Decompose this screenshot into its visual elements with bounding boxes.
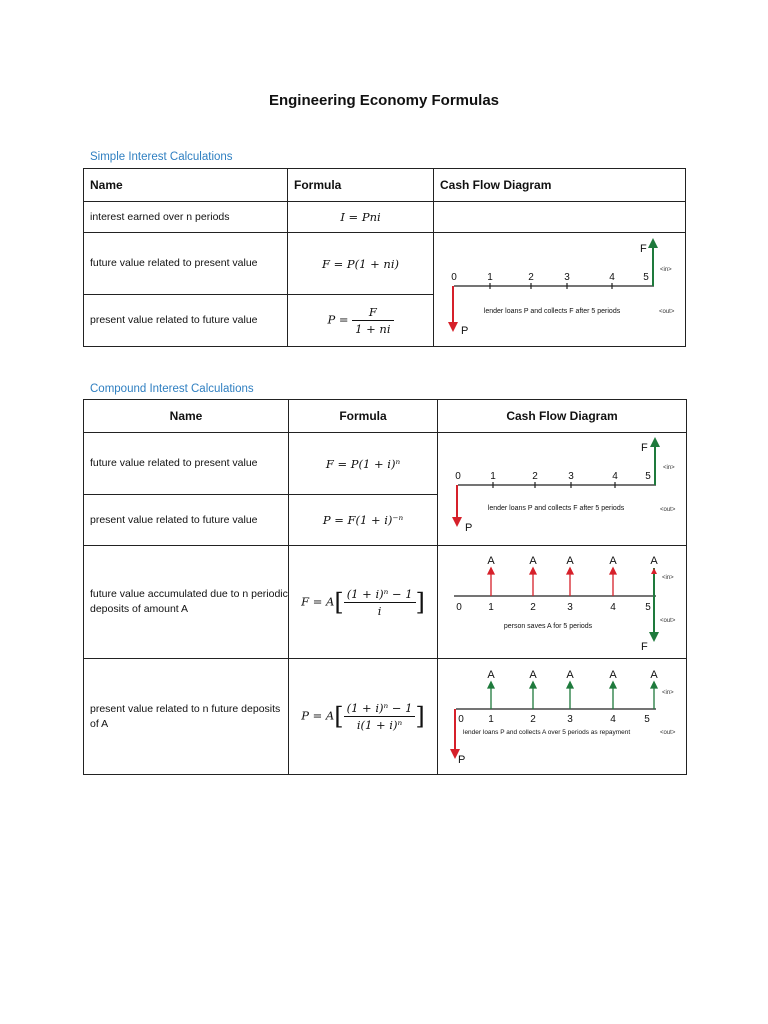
bracket-left: [ bbox=[334, 588, 344, 616]
tick-label: 2 bbox=[530, 714, 536, 725]
tick-label: 4 bbox=[612, 471, 618, 482]
header-name: Name bbox=[84, 400, 289, 433]
fraction bbox=[352, 305, 393, 336]
tick-label: 1 bbox=[490, 471, 496, 482]
fraction-denominator: i(1 + i)ⁿ bbox=[356, 718, 403, 732]
empty-cell bbox=[434, 202, 686, 233]
row-name: present value related to n future deposits of A bbox=[84, 659, 289, 775]
fraction-numerator: (1 + i)ⁿ − 1 bbox=[344, 587, 416, 603]
fraction-numerator: F bbox=[352, 305, 393, 321]
cash-flow-diagram-cell bbox=[438, 433, 687, 546]
page-title: Engineering Economy Formulas bbox=[268, 92, 500, 109]
tick-label: 5 bbox=[645, 602, 651, 613]
out-label: <out> bbox=[660, 507, 676, 513]
arrow-label: A bbox=[487, 669, 495, 681]
out-label: <out> bbox=[660, 730, 676, 736]
tick-label: 3 bbox=[567, 714, 573, 725]
table-row bbox=[84, 546, 687, 659]
header-formula: Formula bbox=[289, 400, 438, 433]
repayment-arrows bbox=[488, 682, 657, 709]
tick-label: 0 bbox=[451, 271, 457, 283]
cash-flow-diagram-cell bbox=[438, 659, 687, 775]
in-label: <in> bbox=[663, 465, 675, 471]
header-cash-flow: Cash Flow Diagram bbox=[434, 169, 686, 202]
arrow-label: A bbox=[566, 669, 574, 681]
tick-label: 4 bbox=[610, 714, 616, 725]
arrow-label: F bbox=[640, 242, 647, 255]
tick-label: 5 bbox=[645, 471, 651, 482]
bracket-right: ] bbox=[415, 588, 425, 616]
table-row bbox=[84, 659, 687, 775]
header-name: Name bbox=[84, 169, 288, 202]
tick-label: 0 bbox=[456, 602, 462, 613]
row-formula bbox=[288, 295, 434, 347]
bracket-right: ] bbox=[415, 702, 425, 731]
arrow-label: A bbox=[609, 555, 617, 567]
formula-lhs: P = A bbox=[301, 708, 335, 723]
tick-label: 3 bbox=[568, 471, 574, 482]
formula-lhs: F = A bbox=[301, 594, 335, 608]
compound-interest-heading: Compound Interest Calculations bbox=[90, 383, 254, 395]
cash-flow-diagram bbox=[438, 546, 685, 658]
simple-interest-table bbox=[83, 168, 686, 347]
fraction-denominator: 1 + ni bbox=[355, 322, 391, 336]
tick-label: 1 bbox=[488, 714, 494, 725]
diagram-caption: lender loans P and collects F after 5 periods bbox=[487, 505, 625, 512]
row-formula: F = P(1 + ni) bbox=[288, 233, 434, 295]
tick-label: 0 bbox=[458, 714, 464, 725]
table-row bbox=[84, 433, 687, 495]
fraction-denominator: i bbox=[377, 603, 382, 618]
tick-label: 5 bbox=[643, 271, 649, 283]
tick-label: 2 bbox=[530, 602, 536, 613]
out-label: <out> bbox=[660, 618, 676, 624]
diagram-caption: lender loans P and collects F after 5 periods bbox=[483, 307, 621, 315]
row-name: future value related to present value bbox=[84, 433, 289, 495]
in-label: <in> bbox=[660, 266, 672, 273]
arrow-label: A bbox=[650, 555, 658, 567]
row-formula bbox=[289, 546, 438, 659]
bracket-left: [ bbox=[334, 702, 344, 731]
cash-flow-diagram bbox=[438, 433, 685, 545]
row-name: present value related to future value bbox=[84, 495, 289, 546]
in-label: <in> bbox=[662, 575, 674, 581]
row-formula: P = F(1 + i)⁻ⁿ bbox=[289, 495, 438, 546]
tick-label: 0 bbox=[455, 471, 461, 482]
cash-flow-diagram bbox=[438, 659, 685, 774]
tick-label: 2 bbox=[528, 271, 534, 283]
row-formula: F = P(1 + i)ⁿ bbox=[289, 433, 438, 495]
tick-label: 1 bbox=[488, 602, 494, 613]
arrow-label: F bbox=[641, 641, 648, 653]
arrow-label: A bbox=[609, 669, 617, 681]
arrow-label: A bbox=[529, 555, 537, 567]
header-formula: Formula bbox=[288, 169, 434, 202]
cash-flow-diagram-cell bbox=[438, 546, 687, 659]
tick-label: 4 bbox=[609, 271, 615, 283]
row-name: interest earned over n periods bbox=[84, 202, 288, 233]
row-name: present value related to future value bbox=[84, 295, 288, 347]
arrow-label: P bbox=[461, 324, 469, 337]
row-name: future value accumulated due to n periodic deposits of amount A bbox=[84, 546, 289, 659]
out-label: <out> bbox=[659, 308, 675, 315]
formula-lhs: P = bbox=[327, 312, 349, 327]
fraction bbox=[344, 701, 416, 732]
simple-interest-heading: Simple Interest Calculations bbox=[90, 151, 233, 163]
in-label: <in> bbox=[662, 690, 674, 696]
arrow-label: A bbox=[566, 555, 574, 567]
tick-label: 3 bbox=[567, 602, 573, 613]
table-row bbox=[84, 202, 686, 233]
fraction bbox=[344, 587, 416, 618]
deposit-arrows bbox=[488, 568, 616, 596]
header-cash-flow: Cash Flow Diagram bbox=[438, 400, 687, 433]
table-row bbox=[84, 233, 686, 295]
compound-interest-table bbox=[83, 399, 687, 775]
arrow-label: P bbox=[458, 754, 466, 766]
arrow-label: P bbox=[465, 522, 473, 534]
arrow-label: F bbox=[641, 442, 648, 454]
fraction-numerator: (1 + i)ⁿ − 1 bbox=[344, 701, 416, 717]
diagram-caption: lender loans P and collects A over 5 periods as repayment bbox=[463, 729, 631, 736]
table-header-row bbox=[84, 169, 686, 202]
tick-label: 2 bbox=[532, 471, 538, 482]
row-name: future value related to present value bbox=[84, 233, 288, 295]
arrow-label: A bbox=[650, 669, 658, 681]
row-formula: I = Pni bbox=[288, 202, 434, 233]
diagram-caption: person saves A for 5 periods bbox=[503, 623, 593, 630]
tick-label: 5 bbox=[644, 714, 650, 725]
tick-label: 3 bbox=[564, 271, 570, 283]
table-header-row bbox=[84, 400, 687, 433]
arrow-label: A bbox=[487, 555, 495, 567]
arrow-label: A bbox=[529, 669, 537, 681]
tick-label: 4 bbox=[610, 602, 616, 613]
cash-flow-diagram bbox=[434, 234, 684, 346]
cash-flow-diagram-cell bbox=[434, 233, 686, 347]
tick-label: 1 bbox=[487, 271, 493, 283]
row-formula bbox=[289, 659, 438, 775]
